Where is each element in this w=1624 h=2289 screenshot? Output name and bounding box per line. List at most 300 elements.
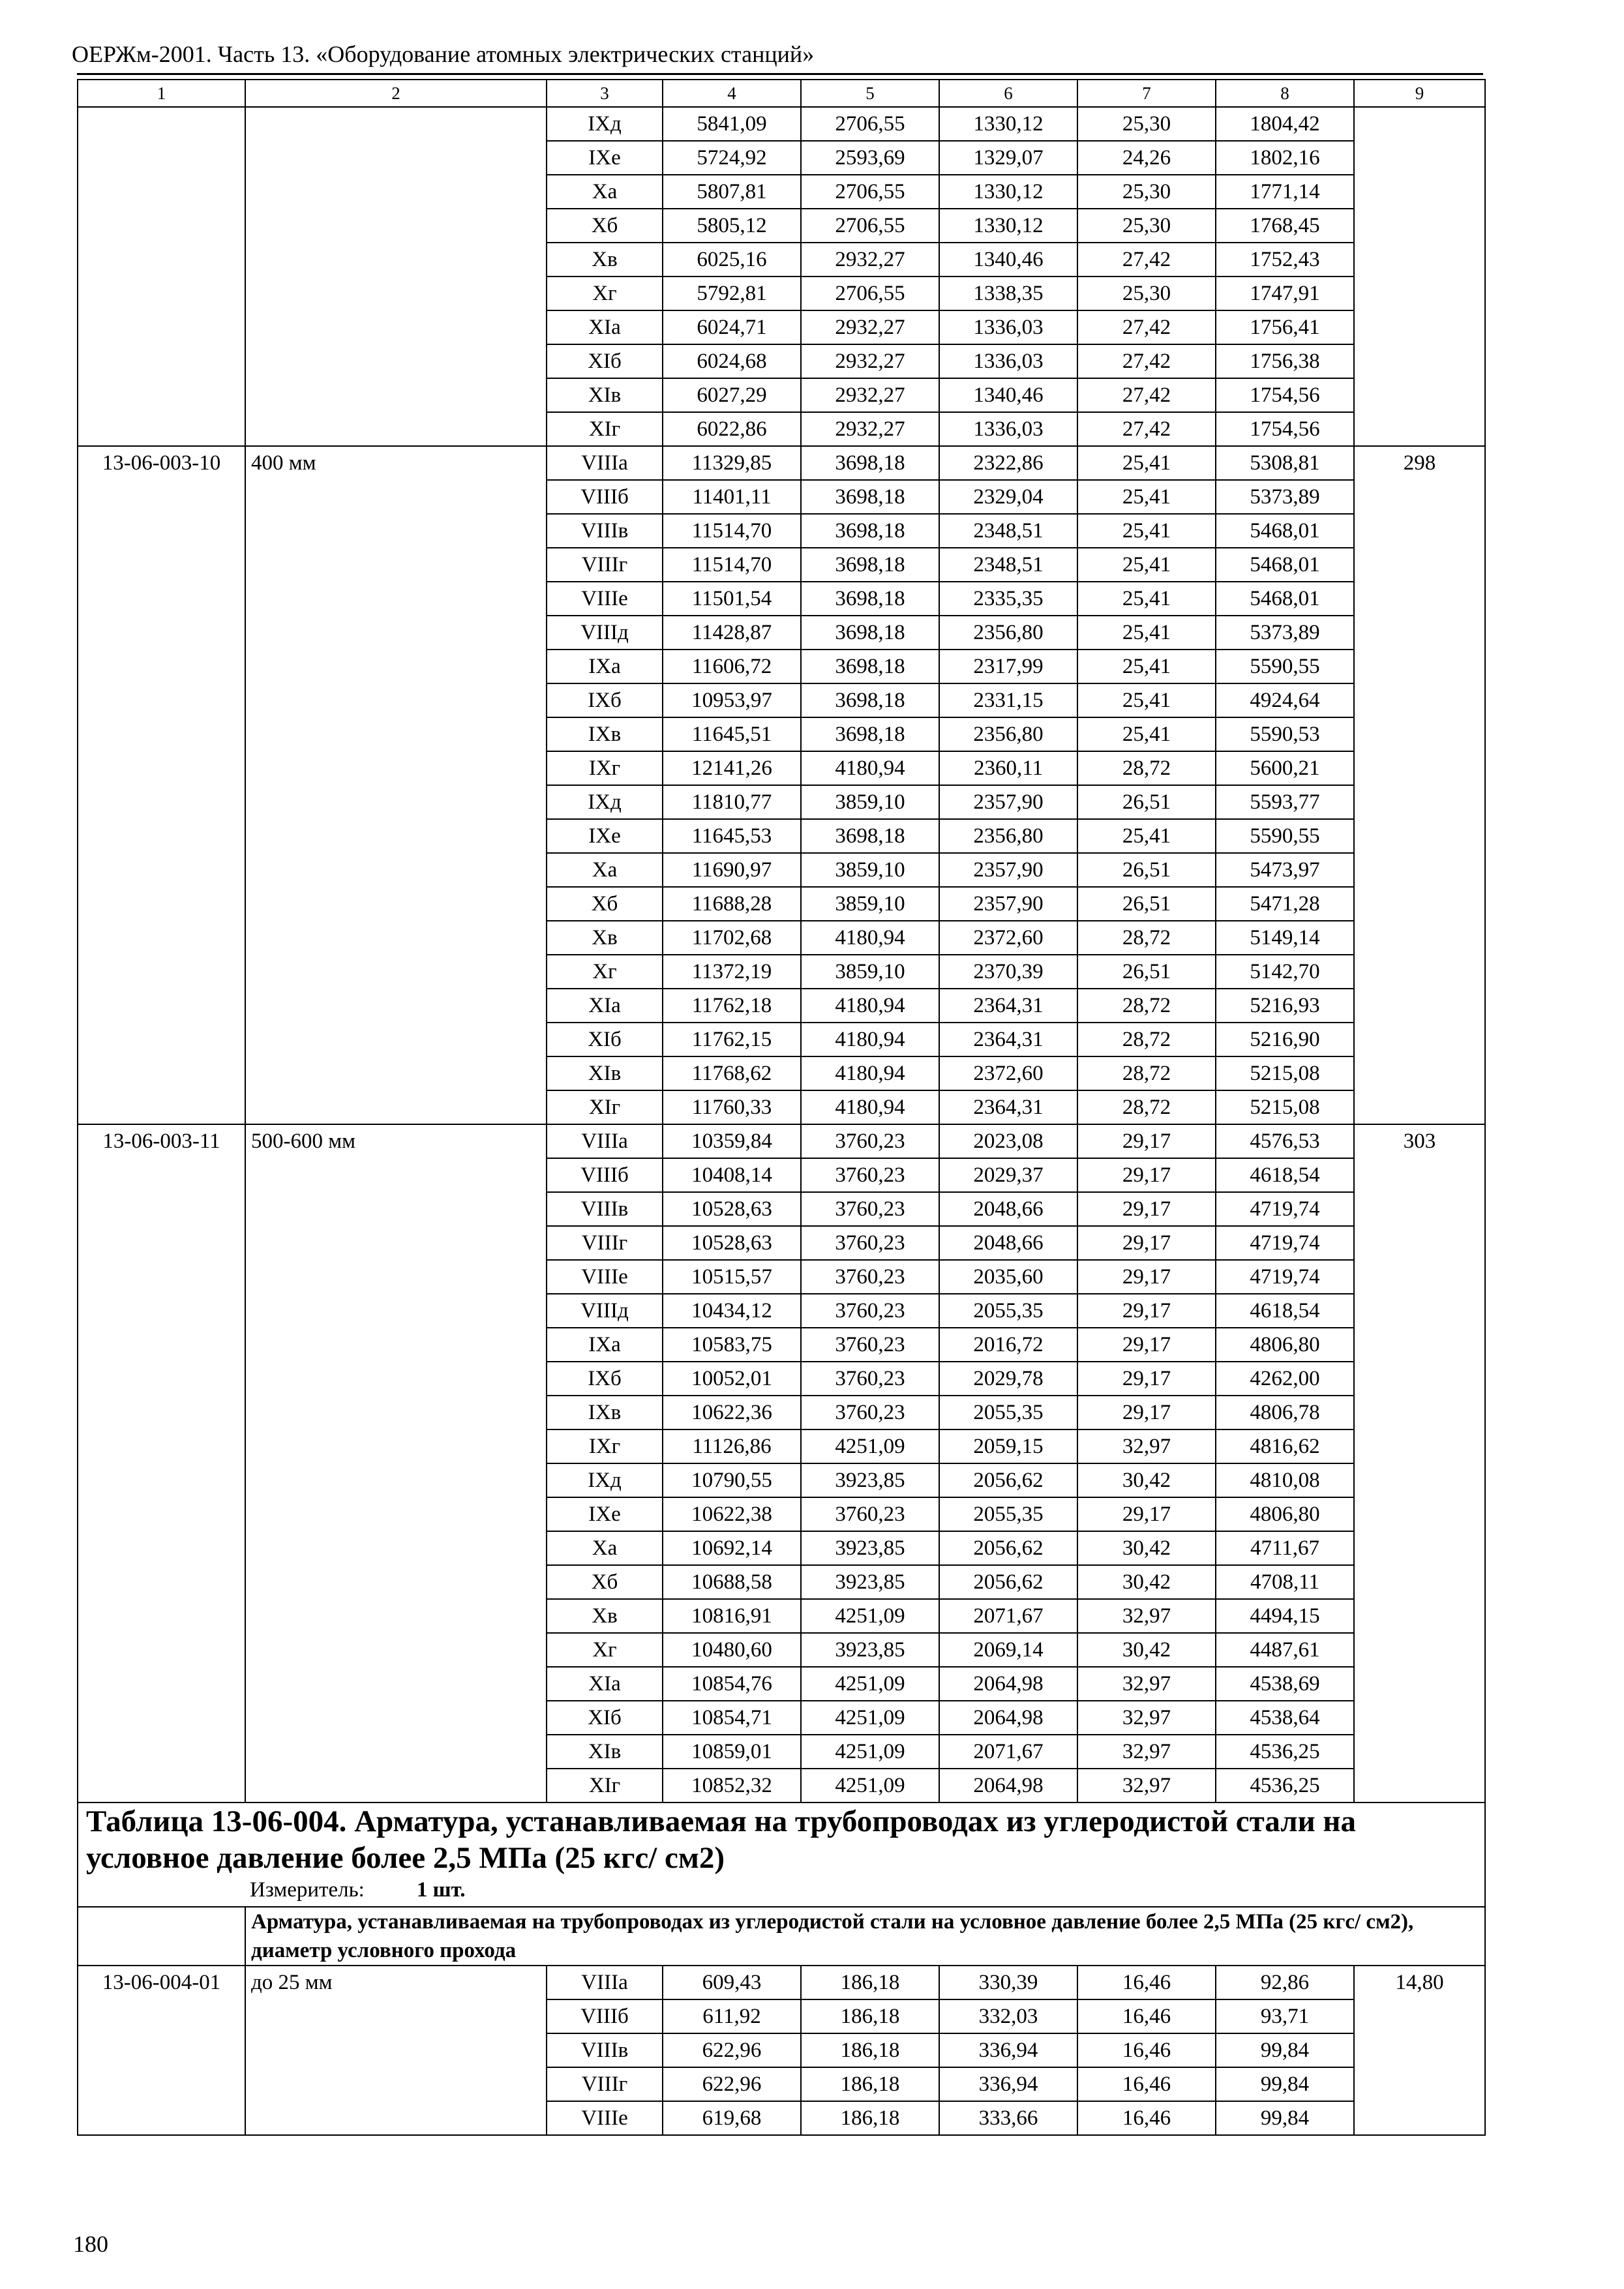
zone-code: IXд [547,107,663,141]
cost-value: 2360,11 [939,751,1077,785]
cost-value: 16,46 [1077,2101,1216,2135]
cost-value: 16,46 [1077,2067,1216,2101]
cost-value: 5468,01 [1216,582,1354,616]
cost-value: 3760,23 [801,1396,939,1429]
cost-value: 11501,54 [663,582,801,616]
zone-code: IXв [547,1396,663,1429]
table-heading-row [78,1803,1485,1907]
cost-value: 2029,78 [939,1362,1077,1396]
rate-name: 400 мм [245,446,547,1124]
column-number: 7 [1077,80,1216,107]
cost-value: 6024,68 [663,344,801,378]
cost-value: 12141,26 [663,751,801,785]
zone-code: XIв [547,1056,663,1090]
zone-code: IXб [547,1362,663,1396]
cost-value: 30,42 [1077,1463,1216,1497]
cost-value: 2335,35 [939,582,1077,616]
cost-value: 3859,10 [801,887,939,921]
cost-value: 2048,66 [939,1192,1077,1226]
cost-value: 5308,81 [1216,446,1354,480]
cost-value: 4180,94 [801,921,939,955]
cost-value: 26,51 [1077,887,1216,921]
cost-value: 4618,54 [1216,1294,1354,1328]
cost-value: 10359,84 [663,1124,801,1158]
cost-value: 622,96 [663,2067,801,2101]
cost-value: 2055,35 [939,1497,1077,1531]
cost-value: 30,42 [1077,1565,1216,1599]
cost-value: 10854,71 [663,1701,801,1735]
cost-value: 24,26 [1077,141,1216,175]
cost-value: 2059,15 [939,1429,1077,1463]
cost-value: 1804,42 [1216,107,1354,141]
cost-value: 2364,31 [939,989,1077,1023]
cost-value: 4924,64 [1216,683,1354,717]
cost-value: 1329,07 [939,141,1077,175]
cost-value: 4180,94 [801,1056,939,1090]
cost-value: 11762,18 [663,989,801,1023]
column-number-row [78,80,1485,107]
cost-value: 2372,60 [939,921,1077,955]
zone-code: VIIIг [547,548,663,582]
cost-value: 5593,77 [1216,785,1354,819]
cost-value: 25,30 [1077,209,1216,243]
cost-value: 5149,14 [1216,921,1354,955]
cost-value: 1330,12 [939,175,1077,209]
cost-value: 2056,62 [939,1531,1077,1565]
cost-value: 2364,31 [939,1090,1077,1124]
zone-code: VIIIa [547,1124,663,1158]
cost-value: 6022,86 [663,412,801,446]
cost-value: 4719,74 [1216,1226,1354,1260]
cost-value: 16,46 [1077,1966,1216,1999]
cost-value: 1340,46 [939,378,1077,412]
cost-value: 3760,23 [801,1362,939,1396]
zone-code: XIa [547,989,663,1023]
cost-value: 28,72 [1077,751,1216,785]
zone-code: XIв [547,378,663,412]
cost-value: 2071,67 [939,1735,1077,1769]
cost-value: 29,17 [1077,1328,1216,1362]
zone-code: IXг [547,1429,663,1463]
cost-value: 3923,85 [801,1633,939,1667]
cost-value: 10859,01 [663,1735,801,1769]
zone-code: XIa [547,310,663,344]
cost-value: 16,46 [1077,2033,1216,2067]
zone-code: XIб [547,1023,663,1056]
zone-code: Xб [547,887,663,921]
rate-code [78,107,245,446]
zone-code: XIб [547,344,663,378]
table-row [78,446,1485,480]
measure-label: Измеритель: [250,1878,365,1902]
zone-code: Xг [547,955,663,989]
cost-value: 30,42 [1077,1531,1216,1565]
cost-value: 32,97 [1077,1667,1216,1701]
rate-name: 500-600 мм [245,1124,547,1803]
cost-value: 25,41 [1077,446,1216,480]
cost-value: 29,17 [1077,1260,1216,1294]
cost-value: 5215,08 [1216,1090,1354,1124]
cost-value: 3760,23 [801,1497,939,1531]
zone-code: IXв [547,717,663,751]
zone-code: VIIIе [547,1260,663,1294]
cost-value: 29,17 [1077,1362,1216,1396]
zone-code: IXг [547,751,663,785]
cost-value: 330,39 [939,1966,1077,1999]
cost-value: 186,18 [801,1966,939,1999]
measure-line [83,1876,1479,1906]
unit-value [1354,107,1485,446]
cost-value: 5215,08 [1216,1056,1354,1090]
zone-code: IXе [547,819,663,853]
cost-value: 1756,38 [1216,344,1354,378]
cost-value: 28,72 [1077,1023,1216,1056]
cost-value: 3760,23 [801,1328,939,1362]
cost-value: 5216,90 [1216,1023,1354,1056]
zone-code: VIIIв [547,514,663,548]
cost-value: 4719,74 [1216,1192,1354,1226]
cost-value: 4251,09 [801,1667,939,1701]
cost-value: 28,72 [1077,921,1216,955]
cost-value: 25,41 [1077,616,1216,650]
cost-value: 1747,91 [1216,277,1354,310]
cost-value: 1330,12 [939,107,1077,141]
section-heading: Арматура, устанавливаемая на трубопроводах из углеродистой стали на условное давление более 2,5 МПа (25 кгс/ см2), диаметр условного прохода [245,1907,1485,1966]
cost-value: 4180,94 [801,989,939,1023]
cost-value: 3923,85 [801,1463,939,1497]
cost-value: 3698,18 [801,717,939,751]
cost-value: 2932,27 [801,310,939,344]
cost-value: 11126,86 [663,1429,801,1463]
cost-value: 27,42 [1077,344,1216,378]
column-number: 3 [547,80,663,107]
cost-value: 1340,46 [939,243,1077,277]
zone-code: IXе [547,141,663,175]
cost-value: 11645,53 [663,819,801,853]
zone-code: XIa [547,1667,663,1701]
cost-value: 3859,10 [801,955,939,989]
cost-value: 4180,94 [801,751,939,785]
cost-value: 4810,08 [1216,1463,1354,1497]
cost-value: 3859,10 [801,853,939,887]
cost-value: 2364,31 [939,1023,1077,1056]
zone-code: XIг [547,412,663,446]
cost-value: 99,84 [1216,2033,1354,2067]
cost-value: 2064,98 [939,1701,1077,1735]
cost-value: 4806,80 [1216,1497,1354,1531]
cost-value: 4180,94 [801,1090,939,1124]
cost-value: 29,17 [1077,1158,1216,1192]
cost-value: 2348,51 [939,548,1077,582]
zone-code: Xв [547,921,663,955]
zone-code: IXд [547,785,663,819]
cost-value: 4719,74 [1216,1260,1354,1294]
cost-value: 29,17 [1077,1497,1216,1531]
cost-value: 3760,23 [801,1124,939,1158]
page-header: ОЕРЖм-2001. Часть 13. «Оборудование атомных электрических станций» [72,41,815,67]
cost-value: 1330,12 [939,209,1077,243]
cost-value: 4806,78 [1216,1396,1354,1429]
zone-code: VIIIв [547,1192,663,1226]
column-number: 1 [78,80,245,107]
cost-value: 4806,80 [1216,1328,1354,1362]
cost-value: 92,86 [1216,1966,1354,1999]
cost-value: 1336,03 [939,412,1077,446]
cost-value: 25,41 [1077,514,1216,548]
column-number: 2 [245,80,547,107]
cost-value: 5468,01 [1216,548,1354,582]
cost-value: 11401,11 [663,480,801,514]
cost-value: 2706,55 [801,175,939,209]
cost-value: 3698,18 [801,446,939,480]
cost-value: 10816,91 [663,1599,801,1633]
cost-value: 2056,62 [939,1463,1077,1497]
cost-value: 10622,36 [663,1396,801,1429]
rates-table [77,79,1486,2136]
cost-value: 2706,55 [801,209,939,243]
cost-value: 10854,76 [663,1667,801,1701]
cost-value: 25,41 [1077,582,1216,616]
cost-value: 5373,89 [1216,480,1354,514]
cost-value: 186,18 [801,1999,939,2033]
cost-value: 3760,23 [801,1260,939,1294]
cost-value: 29,17 [1077,1226,1216,1260]
section-row [78,1907,1485,1966]
cost-value: 3698,18 [801,819,939,853]
cost-value: 3698,18 [801,616,939,650]
cost-value: 11688,28 [663,887,801,921]
cost-value: 6027,29 [663,378,801,412]
table-row [78,1124,1485,1158]
cost-value: 3698,18 [801,514,939,548]
cost-value: 2016,72 [939,1328,1077,1362]
cost-value: 10852,32 [663,1769,801,1803]
cost-value: 27,42 [1077,310,1216,344]
cost-value: 29,17 [1077,1396,1216,1429]
zone-code: IXе [547,1497,663,1531]
cost-value: 3698,18 [801,650,939,683]
cost-value: 5792,81 [663,277,801,310]
cost-value: 25,41 [1077,650,1216,683]
cost-value: 11690,97 [663,853,801,887]
cost-value: 186,18 [801,2101,939,2135]
cost-value: 609,43 [663,1966,801,1999]
cost-value: 10434,12 [663,1294,801,1328]
zone-code: XIв [547,1735,663,1769]
zone-code: VIIIб [547,1999,663,2033]
cost-value: 11768,62 [663,1056,801,1090]
cost-value: 32,97 [1077,1735,1216,1769]
cost-value: 11329,85 [663,446,801,480]
cost-value: 1336,03 [939,310,1077,344]
cost-value: 3760,23 [801,1294,939,1328]
cost-value: 3760,23 [801,1158,939,1192]
cost-value: 27,42 [1077,378,1216,412]
cost-value: 11514,70 [663,514,801,548]
zone-code: IXд [547,1463,663,1497]
cost-value: 16,46 [1077,1999,1216,2033]
cost-value: 2348,51 [939,514,1077,548]
zone-code: IXa [547,1328,663,1362]
cost-value: 29,17 [1077,1294,1216,1328]
cost-value: 2029,37 [939,1158,1077,1192]
cost-value: 336,94 [939,2067,1077,2101]
zone-code: Xб [547,1565,663,1599]
cost-value: 4576,53 [1216,1124,1354,1158]
cost-value: 4251,09 [801,1701,939,1735]
cost-value: 10528,63 [663,1192,801,1226]
rate-code: 13-06-004-01 [78,1966,245,2135]
cost-value: 5373,89 [1216,616,1354,650]
cost-value: 332,03 [939,1999,1077,2033]
cost-value: 32,97 [1077,1599,1216,1633]
cost-value: 10408,14 [663,1158,801,1192]
unit-value: 303 [1354,1124,1485,1803]
cost-value: 11514,70 [663,548,801,582]
cost-value: 5841,09 [663,107,801,141]
cost-value: 10528,63 [663,1226,801,1260]
cost-value: 2322,86 [939,446,1077,480]
cost-value: 2932,27 [801,344,939,378]
cost-value: 2356,80 [939,819,1077,853]
cost-value: 5590,55 [1216,819,1354,853]
cost-value: 32,97 [1077,1701,1216,1735]
cost-value: 25,30 [1077,175,1216,209]
empty-cell [78,1907,245,1966]
measure-unit: 1 шт. [416,1878,466,1902]
cost-value: 2056,62 [939,1565,1077,1599]
cost-value: 93,71 [1216,1999,1354,2033]
cost-value: 3923,85 [801,1531,939,1565]
zone-code: VIIIa [547,1966,663,1999]
cost-value: 5805,12 [663,209,801,243]
cost-value: 11702,68 [663,921,801,955]
cost-value: 28,72 [1077,1056,1216,1090]
cost-value: 2317,99 [939,650,1077,683]
cost-value: 99,84 [1216,2067,1354,2101]
cost-value: 5473,97 [1216,853,1354,887]
cost-value: 25,41 [1077,683,1216,717]
cost-value: 4711,67 [1216,1531,1354,1565]
cost-value: 10790,55 [663,1463,801,1497]
cost-value: 4536,25 [1216,1769,1354,1803]
cost-value: 4618,54 [1216,1158,1354,1192]
cost-value: 622,96 [663,2033,801,2067]
cost-value: 2329,04 [939,480,1077,514]
cost-value: 186,18 [801,2033,939,2067]
cost-value: 2023,08 [939,1124,1077,1158]
zone-code: VIIIв [547,2033,663,2067]
table-heading [78,1803,1485,1907]
cost-value: 99,84 [1216,2101,1354,2135]
cost-value: 10692,14 [663,1531,801,1565]
cost-value: 4538,64 [1216,1701,1354,1735]
cost-value: 186,18 [801,2067,939,2101]
zone-code: Xб [547,209,663,243]
cost-value: 619,68 [663,2101,801,2135]
cost-value: 611,92 [663,1999,801,2033]
cost-value: 4816,62 [1216,1429,1354,1463]
cost-value: 2932,27 [801,243,939,277]
cost-value: 4536,25 [1216,1735,1354,1769]
cost-value: 2331,15 [939,683,1077,717]
zone-code: VIIIд [547,616,663,650]
cost-value: 26,51 [1077,853,1216,887]
cost-value: 10583,75 [663,1328,801,1362]
cost-value: 3698,18 [801,548,939,582]
cost-value: 4251,09 [801,1769,939,1803]
rate-name [245,107,547,446]
cost-value: 6024,71 [663,310,801,344]
cost-value: 1752,43 [1216,243,1354,277]
page-number: 180 [73,2231,108,2257]
cost-value: 1802,16 [1216,141,1354,175]
cost-value: 5724,92 [663,141,801,175]
cost-value: 2932,27 [801,378,939,412]
cost-value: 4538,69 [1216,1667,1354,1701]
cost-value: 11760,33 [663,1090,801,1124]
column-number: 5 [801,80,939,107]
zone-code: Xa [547,175,663,209]
cost-value: 25,30 [1077,107,1216,141]
cost-value: 3923,85 [801,1565,939,1599]
zone-code: VIIIе [547,582,663,616]
cost-value: 27,42 [1077,243,1216,277]
cost-value: 10953,97 [663,683,801,717]
cost-value: 26,51 [1077,785,1216,819]
cost-value: 3698,18 [801,582,939,616]
zone-code: IXa [547,650,663,683]
zone-code: VIIIб [547,1158,663,1192]
cost-value: 2706,55 [801,277,939,310]
cost-value: 11810,77 [663,785,801,819]
cost-value: 3698,18 [801,683,939,717]
cost-value: 3698,18 [801,480,939,514]
unit-value: 14,80 [1354,1966,1485,2135]
cost-value: 3760,23 [801,1226,939,1260]
zone-code: VIIIд [547,1294,663,1328]
cost-value: 5600,21 [1216,751,1354,785]
zone-code: XIг [547,1769,663,1803]
column-number: 9 [1354,80,1485,107]
cost-value: 26,51 [1077,955,1216,989]
zone-code: Xг [547,1633,663,1667]
cost-value: 2035,60 [939,1260,1077,1294]
cost-value: 4494,15 [1216,1599,1354,1633]
cost-value: 32,97 [1077,1769,1216,1803]
cost-value: 29,17 [1077,1124,1216,1158]
cost-value: 2356,80 [939,616,1077,650]
cost-value: 2357,90 [939,785,1077,819]
cost-value: 25,41 [1077,480,1216,514]
cost-value: 1754,56 [1216,412,1354,446]
cost-value: 2593,69 [801,141,939,175]
cost-value: 5471,28 [1216,887,1354,921]
zone-code: VIIIб [547,480,663,514]
cost-value: 10515,57 [663,1260,801,1294]
cost-value: 1756,41 [1216,310,1354,344]
cost-value: 2055,35 [939,1396,1077,1429]
cost-value: 32,97 [1077,1429,1216,1463]
cost-value: 4262,00 [1216,1362,1354,1396]
cost-value: 25,41 [1077,548,1216,582]
cost-value: 2048,66 [939,1226,1077,1260]
table-row [78,107,1485,141]
cost-value: 6025,16 [663,243,801,277]
cost-value: 4180,94 [801,1023,939,1056]
cost-value: 5216,93 [1216,989,1354,1023]
cost-value: 2069,14 [939,1633,1077,1667]
